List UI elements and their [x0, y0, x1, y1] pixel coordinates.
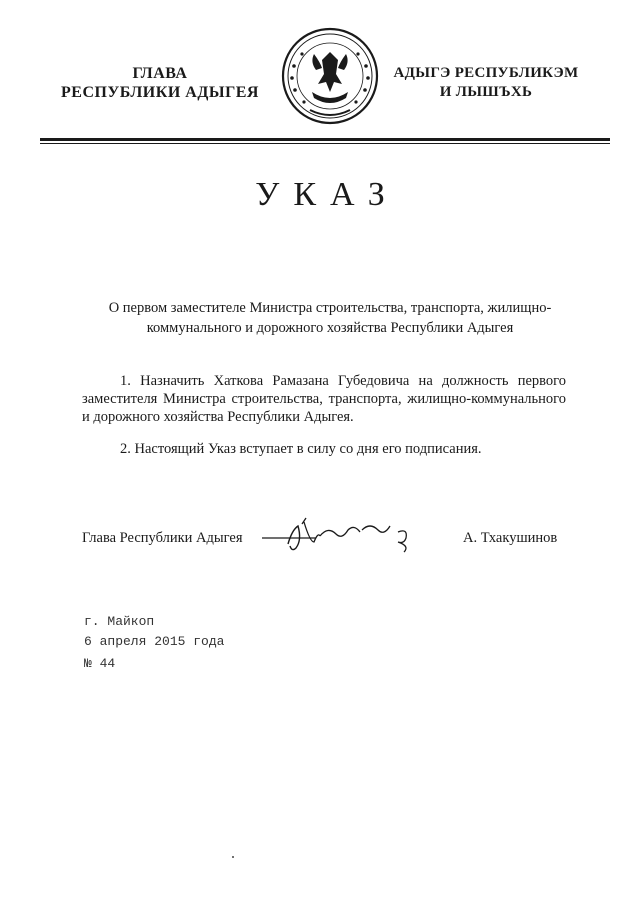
issuer-line-2: РЕСПУБЛИКИ АДЫГЕЯ	[61, 84, 259, 101]
header-rule-thick	[40, 138, 610, 141]
issuer-line-1-adyghe: АДЫГЭ РЕСПУБЛИКЭМ	[393, 65, 579, 81]
decree-number: № 44	[84, 656, 116, 671]
issue-date: 6 апреля 2015 года	[84, 634, 225, 649]
issue-place: г. Майкоп	[84, 614, 155, 629]
subject-line-1: О первом заместителе Министра строительства, транспорта, жилищно-	[108, 300, 552, 316]
signatory-post: Глава Республики Адыгея	[82, 530, 243, 546]
scan-speck	[232, 856, 234, 858]
clause-2: 2. Настоящий Указ вступает в силу со дня его подписания.	[120, 441, 482, 457]
subject-line-2: коммунального и дорожного хозяйства Республики Адыгея	[146, 320, 514, 336]
coat-of-arms-icon	[280, 26, 380, 126]
issuer-line-1: ГЛАВА	[132, 65, 188, 82]
header-rule-thin	[40, 143, 610, 144]
issuer-header-adyghe	[386, 64, 586, 102]
handwritten-signature	[258, 512, 418, 556]
document-title: УКАЗ	[255, 176, 399, 213]
clause-1: 1. Назначить Хаткова Рамазана Губедовича на должность первого заместителя Министра строительства, транспорта, жилищно-коммунального и дорожного хозяйства Республики Адыгея.	[82, 373, 566, 425]
signatory-name: А. Тхакушинов	[463, 530, 558, 546]
document-subject	[70, 298, 590, 338]
issuer-line-2-adyghe: И ЛЫШЪХЬ	[439, 84, 533, 100]
issuer-header-russian	[40, 64, 280, 102]
